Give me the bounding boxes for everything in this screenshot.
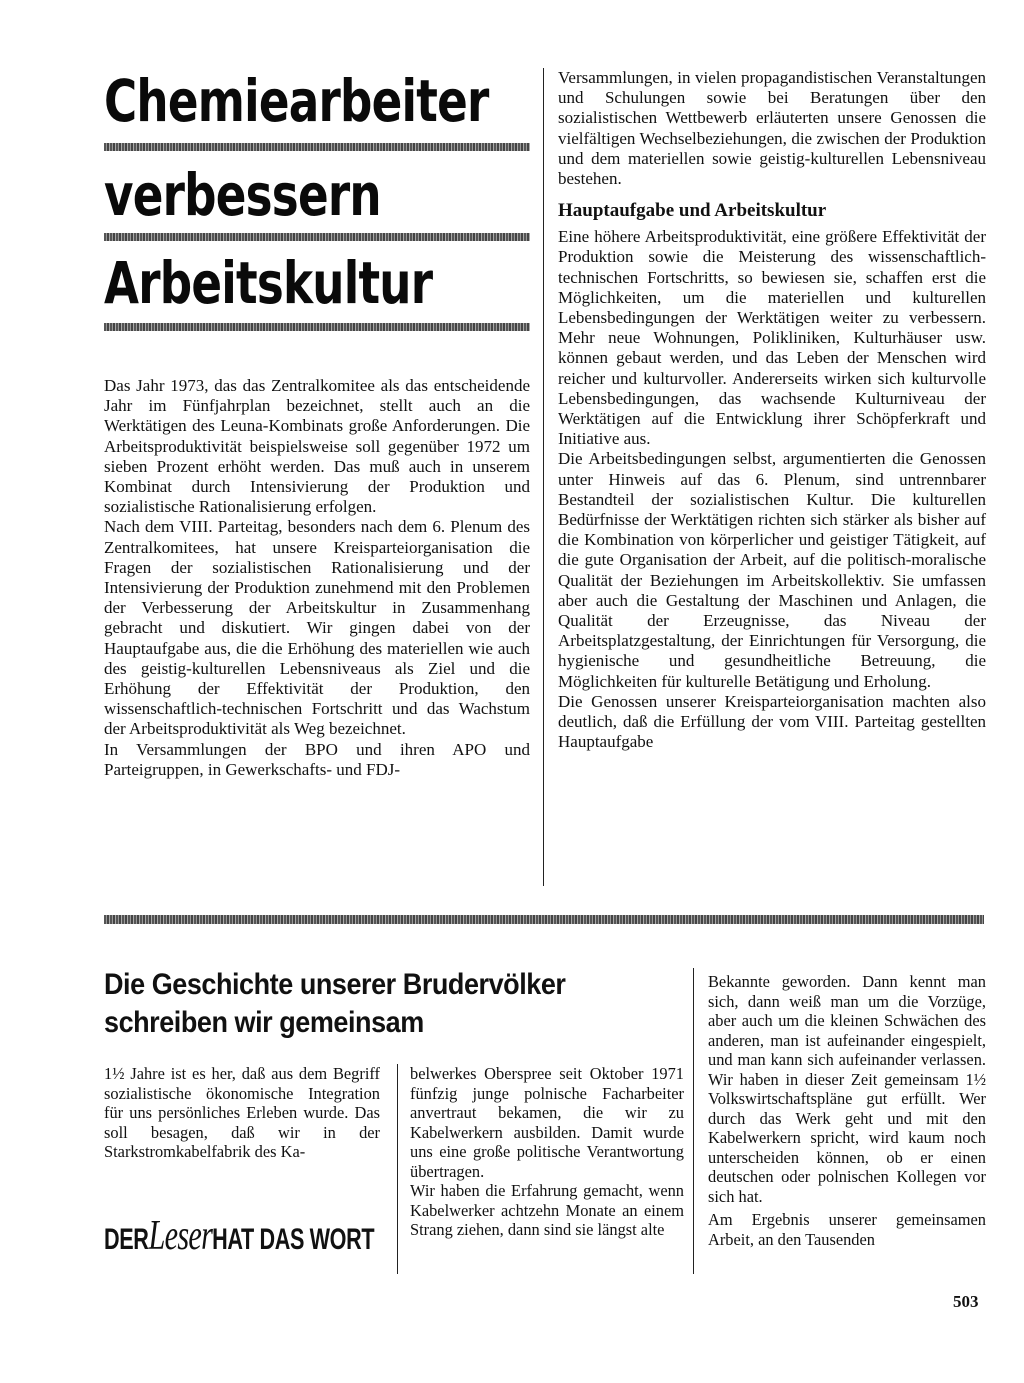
paragraph: Am Ergebnis unserer gemeinsamen Arbeit, an den Tausenden [708,1210,986,1249]
article2-column-1 [104,1064,380,1162]
article2-headline-line-2: schreiben wir gemeinsam [104,1006,424,1039]
headline-rule-1 [104,143,530,151]
leser-hat-das-wort-logo [104,1212,374,1260]
column-divider [543,68,544,886]
logo-text-left: DER [104,1223,149,1256]
article1-column-1 [104,376,530,780]
headline-line-2: verbessern [104,161,381,229]
article1-column-2 [558,68,986,753]
page-number: 503 [953,1292,979,1311]
paragraph: Versammlungen, in vielen propagandistischen Veranstaltungen und Schulungen sowie bei Beratungen über den sozialistischen Wettbewerb erläuterten unsere Genossen die vielfältigen Wechselbeziehungen, die zwischen der Produktion und dem materiellen sowie geistig-kulturellen Lebensniveau bestehen. [558,68,986,189]
paragraph: Die Genossen unserer Kreisparteiorganisation machten also deutlich, daß die Erfüllung der vom VIII. Parteitag gestellten Hauptaufgabe [558,691,986,752]
section-divider-rule [104,915,984,924]
logo-script: Leser [148,1213,213,1259]
headline-rule-3 [104,323,530,331]
column-divider [397,1064,398,1274]
paragraph: Eine höhere Arbeitsproduktivität, eine größere Effektivität der Produktion sowie die Meisterung des wissenschaftlich-technischen Fortschritts, so bewiesen sie, schaffen erst die Möglichkeiten, um die materiellen und kulturellen Lebensbedingungen der Werktätigen weiter zu verbessern. Mehr neue Wohnungen, Polikliniken, Kulturhäuser usw. können gebaut werden, und das Leben der Menschen wird reicher und kulturvoller. Andererseits wirken sich kulturvolle Lebensbedingungen, das wachsende Kulturniveau der Werktätigen auf die Entwicklung ihrer Schöpferkraft und Initiative aus. [558,227,986,449]
paragraph: belwerkes Oberspree seit Oktober 1971 fünfzig junge polnische Facharbeiter anvertraut bekamen, die wir zu Kabelwerkern ausbilden. Damit wurde uns eine große politische Verantwortung übertragen. [410,1064,684,1181]
paragraph: Die Arbeitsbedingungen selbst, argumentierten die Genossen unter Hinweis auf das 6. Plenum, sind untrennbarer Bestandteil der sozialistischen Kultur. Die kulturellen Bedürfnisse der Werktätigen richten sich stärker als bisher auf die Kombination von körperlicher und geistiger Tätigkeit, auf die gute Organisation der Arbeit, auf die politisch-moralische Qualität der Beziehungen im Arbeitskollektiv. Sie umfassen aber auch die Gestaltung der Maschinen und Anlagen, die Qualität der Erzeugnisse, das Niveau der Arbeitsplatzgestaltung, der Einrichtungen für Versorgung, die hygienische und gesundheitliche Betreuung, die Möglichkeiten für kulturelle Betätigung und Erholung. [558,449,986,691]
paragraph: Das Jahr 1973, das das Zentralkomitee als das entscheidende Jahr im Fünfjahrplan bezeichnet, stellt auch an die Werktätigen des Leuna-Kombinats große Anforderungen. Die Arbeitsproduktivität beispielsweise soll gegenüber 1972 um sieben Prozent erhöht werden. Das muß auch in unserem Kombinat durch Intensivierung der Produktion und sozialistische Rationalisierung erfolgen. [104,376,530,517]
paragraph: In Versammlungen der BPO und ihren APO und Parteigruppen, in Gewerkschafts- und FDJ- [104,739,530,779]
paragraph: 1½ Jahre ist es her, daß aus dem Begriff sozialistische ökonomische Integration für uns persönliches Erleben wurde. Das soll besagen, daß wir in der Starkstromkabelfabrik des Ka- [104,1064,380,1161]
paragraph: Nach dem VIII. Parteitag, besonders nach dem 6. Plenum des Zentralkomitees, hat unsere Kreisparteiorganisation die Fragen der sozialistischen Rationalisierung und der Intensivierung der Produktion zunehmend mit den Problemen der Verbesserung der Arbeitskultur in Zusammenhang gebracht und diskutiert. Wir gingen dabei von der Hauptaufgabe aus, die die Erhöhung des materiellen wie auch des geistig-kulturellen Lebensniveaus als Ziel und die Erhöhung der Effektivität der Produktion, den wissenschaftlich-technischen Fortschritt und das Wachstum der Arbeitsproduktivität als Weg bezeichnet. [104,517,530,739]
column-divider [693,968,694,1274]
article2-column-2 [410,1064,684,1240]
logo-text-right: HAT DAS WORT [212,1223,375,1256]
paragraph: Bekannte geworden. Dann kennt man sich, dann weiß man um die Vorzüge, aber auch um die kleinen Schwächen des anderen, man ist aufeinander eingespielt, und man kann sich aufeinander verlassen. Wir haben in dieser Zeit gemeinsam 1½ Volkswirtschaftspläne gut erfüllt. Wer durch das Werk geht und mit den Kabelwerkern spricht, wird kaum noch unterscheiden können, ob er einen deutschen oder polnischen Kollegen vor sich hat. [708,972,986,1206]
subheading: Hauptaufgabe und Arbeitskultur [558,200,827,222]
headline-rule-2 [104,233,530,241]
paragraph: Wir haben die Erfahrung gemacht, wenn Kabelwerker achtzehn Monate an einem Strang ziehen, dann sind sie längst alte [410,1181,684,1239]
headline-line-1: Chemiearbeiter [104,67,489,135]
headline-line-3: Arbeitskultur [104,249,433,317]
article2-headline-line-1: Die Geschichte unserer Brudervölker [104,968,566,1001]
article2-column-3 [708,972,986,1249]
